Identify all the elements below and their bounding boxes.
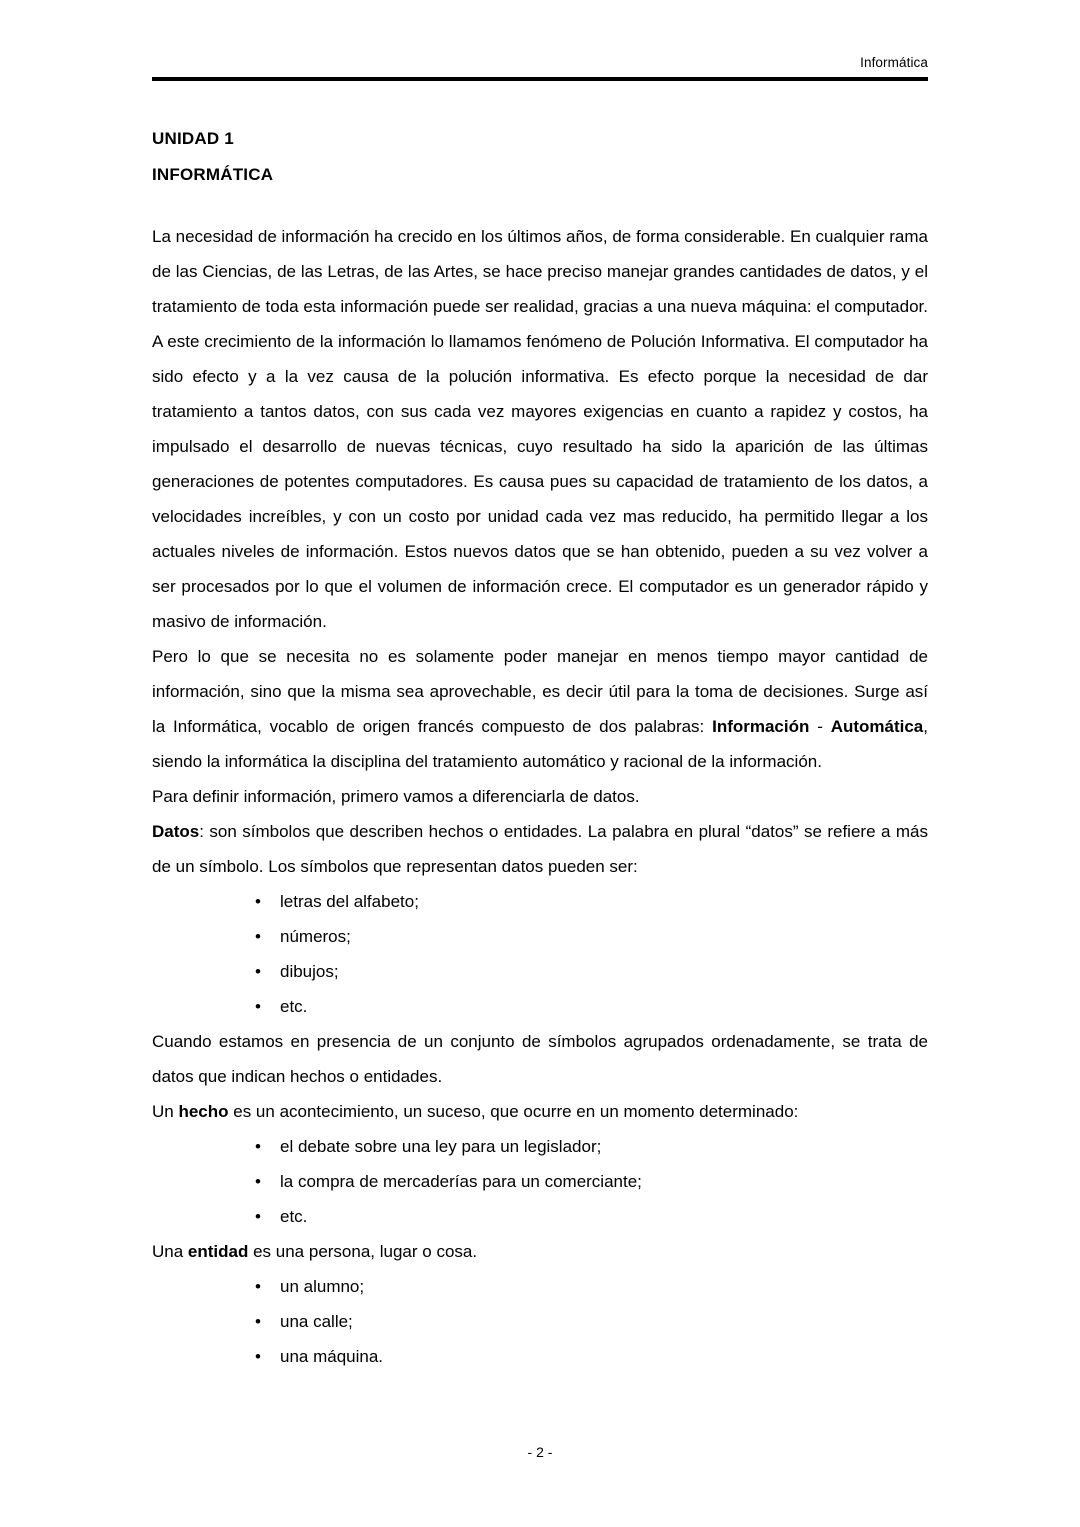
bullet-icon: • <box>255 891 261 911</box>
bullet-icon: • <box>255 1136 261 1156</box>
bullet-icon: • <box>255 1171 261 1191</box>
list-item <box>152 1269 928 1304</box>
page-content <box>152 0 928 1374</box>
list-item-label: etc. <box>280 1206 308 1226</box>
bullet-icon: • <box>255 1346 261 1366</box>
bullet-icon: • <box>255 926 261 946</box>
term-automatica: Automática <box>830 716 924 736</box>
list-item <box>152 1339 928 1374</box>
bullet-icon: • <box>255 1276 261 1296</box>
bullet-icon: • <box>255 961 261 981</box>
paragraph-datos-text: : son símbolos que describen hechos o entidades. La palabra en plural “datos” se refiere a más de un símbolo. Los símbolos que representan datos pueden ser: <box>152 821 928 876</box>
list-item <box>152 989 928 1024</box>
list-item <box>152 1199 928 1234</box>
list-item-label: el debate sobre una ley para un legislador; <box>280 1136 602 1156</box>
paragraph-informatica-part1: Pero lo que se necesita no es solamente poder manejar en menos tiempo mayor cantidad de información, sino que la misma sea aprovechable, es decir útil para la toma de decisiones. Surge así la Informática, vocablo de origen francés compuesto de dos palabras: <box>152 646 928 736</box>
list-item <box>152 1164 928 1199</box>
bullet-icon: • <box>255 996 261 1016</box>
list-item-label: una calle; <box>280 1311 353 1331</box>
paragraph-informatica-part3: , siendo la informática la disciplina del tratamiento automático y racional de la información. <box>152 716 928 771</box>
paragraph-hecho <box>152 1094 928 1129</box>
list-simbolos <box>152 884 928 1024</box>
page-number: - 2 - <box>527 1444 553 1460</box>
paragraph-entidad-pre: Una <box>152 1241 188 1261</box>
list-item <box>152 919 928 954</box>
list-item <box>152 884 928 919</box>
list-item <box>152 1304 928 1339</box>
running-header <box>152 0 928 81</box>
header-divider <box>152 77 928 81</box>
paragraph-intro <box>152 219 928 639</box>
paragraph-hecho-pre: Un <box>152 1101 179 1121</box>
list-entidades <box>152 1269 928 1374</box>
list-item-label: un alumno; <box>280 1276 365 1296</box>
paragraph-definir <box>152 779 928 814</box>
paragraph-informatica <box>152 639 928 779</box>
paragraph-informatica-part2: - <box>809 716 831 736</box>
list-item <box>152 1129 928 1164</box>
paragraph-hecho-post: es un acontecimiento, un suceso, que ocurre en un momento determinado: <box>228 1101 799 1121</box>
term-datos: Datos <box>152 821 200 841</box>
paragraph-entidad-post: es una persona, lugar o cosa. <box>248 1241 478 1261</box>
paragraph-conjunto-text: Cuando estamos en presencia de un conjunto de símbolos agrupados ordenadamente, se trata de datos que indican hechos o entidades. <box>152 1031 928 1086</box>
paragraph-datos <box>152 814 928 884</box>
list-item-label: una máquina. <box>280 1346 384 1366</box>
list-item-label: dibujos; <box>280 961 339 981</box>
document-body <box>152 219 928 1374</box>
list-item-label: números; <box>280 926 351 946</box>
term-informacion: Información <box>712 716 810 736</box>
list-hechos <box>152 1129 928 1234</box>
running-header-title: Informática <box>860 55 928 70</box>
list-item-label: letras del alfabeto; <box>280 891 419 911</box>
list-item <box>152 954 928 989</box>
unit-title: UNIDAD 1 <box>152 128 234 148</box>
paragraph-definir-text: Para definir información, primero vamos a diferenciarla de datos. <box>152 786 640 806</box>
page-footer <box>152 1443 928 1461</box>
paragraph-conjunto <box>152 1024 928 1094</box>
subject-title: INFORMÁTICA <box>152 164 274 184</box>
paragraph-intro-text: La necesidad de información ha crecido en los últimos años, de forma considerable. En cualquier rama de las Ciencias, de las Letras, de las Artes, se hace preciso manejar grandes cantidades de datos, y el tratamiento de toda esta información puede ser realidad, gracias a una nueva máquina: el computador. A este crecimiento de la información lo llamamos fenómeno de Polución Informativa. El computador ha sido efecto y a la vez causa de la polución informativa. Es efecto porque la necesidad de dar tratamiento a tantos datos, con sus cada vez mayores exigencias en cuanto a rapidez y costos, ha impulsado el desarrollo de nuevas técnicas, cuyo resultado ha sido la aparición de las últimas generaciones de potentes computadores. Es causa pues su capacidad de tratamiento de los datos, a velocidades increíbles, y con un costo por unidad cada vez mas reducido, ha permitido llegar a los actuales niveles de información. Estos nuevos datos que se han obtenido, pueden a su vez volver a ser procesados por lo que el volumen de información crece. El computador es un generador rápido y masivo de información. <box>152 226 928 631</box>
term-entidad: entidad <box>187 1241 249 1261</box>
document-titles <box>152 121 928 193</box>
bullet-icon: • <box>255 1206 261 1226</box>
term-hecho: hecho <box>178 1101 229 1121</box>
list-item-label: la compra de mercaderías para un comerciante; <box>280 1171 642 1191</box>
list-item-label: etc. <box>280 996 308 1016</box>
bullet-icon: • <box>255 1311 261 1331</box>
paragraph-entidad <box>152 1234 928 1269</box>
